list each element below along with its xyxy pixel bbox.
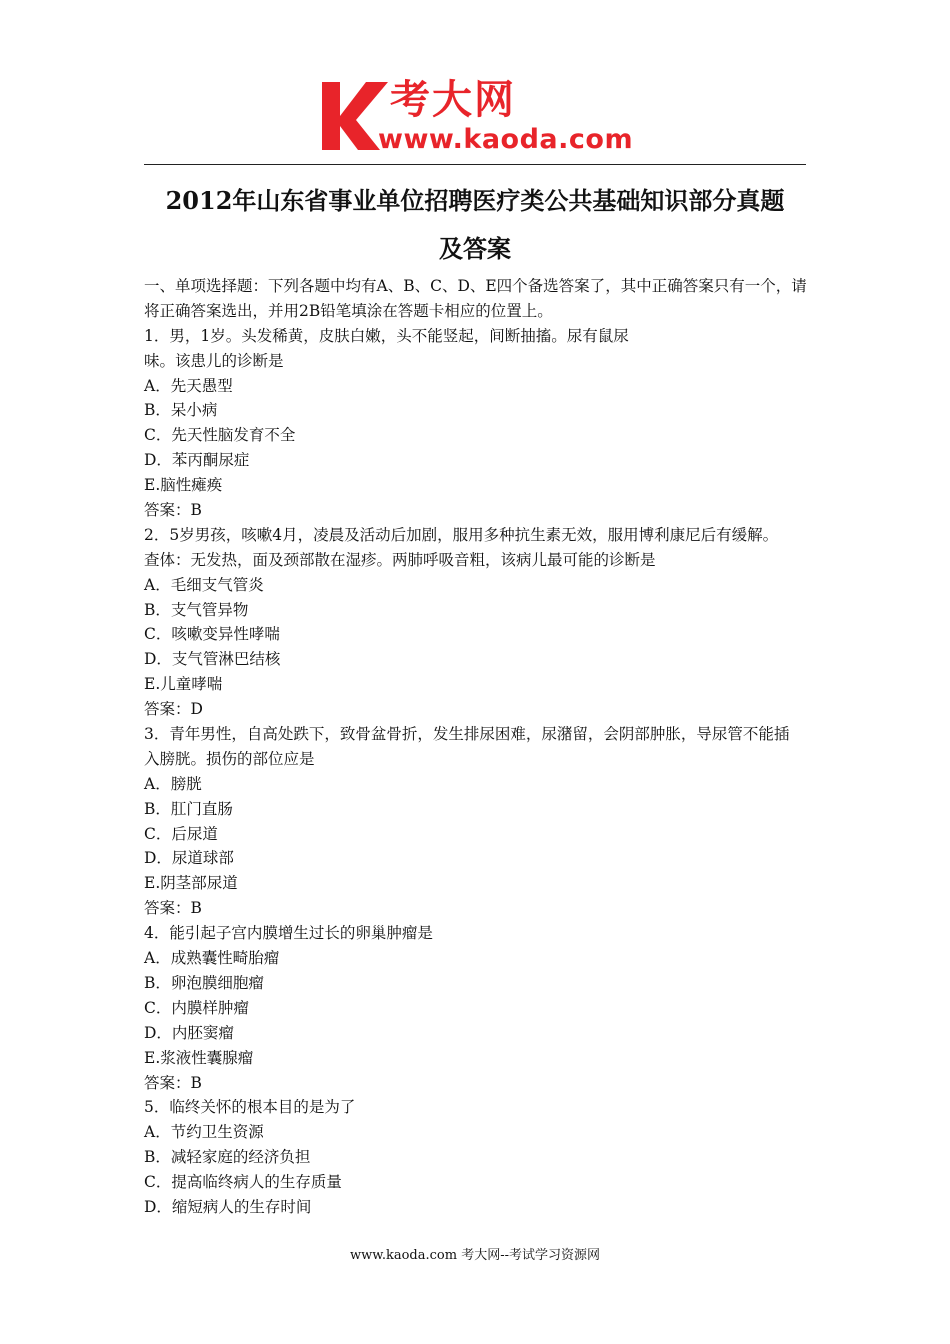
answer-option: C．内膜样肿瘤 — [144, 998, 249, 1017]
answer-option: A．成熟囊性畸胎瘤 — [144, 949, 280, 968]
page-footer[interactable]: www.kaoda.com 考大网--考试学习资源网 — [350, 1248, 600, 1263]
instructions-line1: 一、单项选择题：下列各题中均有A、B、C、D、E四个备选答案了，其中正确答案只有一个，请 — [144, 277, 807, 295]
question-stem: 1．男，1岁。头发稀黄，皮肤白嫩，头不能竖起，间断抽搐。尿有鼠尿 — [144, 326, 629, 345]
answer-option: C．先天性脑发育不全 — [144, 426, 296, 445]
answer-option: A．膀胱 — [144, 774, 202, 793]
question-stem: 2．5岁男孩，咳嗽4月，凌晨及活动后加剧，服用多种抗生素无效，服用博利康尼后有缓解。 — [144, 525, 779, 544]
answer-option: D．缩短病人的生存时间 — [144, 1197, 312, 1216]
question-stem: 5．临终关怀的根本目的是为了 — [144, 1098, 356, 1117]
document-body — [144, 274, 810, 1220]
correct-answer: 答案：B — [144, 501, 202, 520]
correct-answer: 答案：B — [144, 899, 202, 918]
document-title-line1: 2012年山东省事业单位招聘医疗类公共基础知识部分真题 — [165, 186, 785, 215]
document-title-line2: 及答案 — [439, 234, 511, 263]
header-divider — [144, 164, 806, 165]
answer-option: A．节约卫生资源 — [144, 1123, 264, 1142]
answer-option: C．咳嗽变异性哮喘 — [144, 625, 280, 644]
answer-option: B．肛门直肠 — [144, 799, 233, 818]
instructions-line2: 将正确答案选出，并用2B铅笔填涂在答题卡相应的位置上。 — [144, 301, 553, 320]
correct-answer: 答案：B — [144, 1073, 202, 1092]
question-stem: 4．能引起子宫内膜增生过长的卵巢肿瘤是 — [144, 924, 433, 943]
answer-option: D．尿道球部 — [144, 849, 234, 868]
answer-option: B．减轻家庭的经济负担 — [144, 1148, 311, 1167]
answer-option: E.脑性瘫痪 — [144, 476, 223, 495]
answer-option: B．卵泡膜细胞瘤 — [144, 973, 264, 992]
kaoda-logo — [318, 76, 638, 160]
answer-option: A．先天愚型 — [144, 376, 233, 395]
answer-option: B．支气管异物 — [144, 600, 249, 619]
answer-option: A．毛细支气管炎 — [144, 575, 264, 594]
answer-option: E.阴茎部尿道 — [144, 874, 238, 893]
question-stem: 3．青年男性，自高处跌下，致骨盆骨折，发生排尿困难，尿潴留，会阴部肿胀，导尿管不能插 — [144, 725, 790, 744]
logo-url: www.kaoda.com — [378, 124, 634, 155]
answer-option: B．呆小病 — [144, 401, 218, 420]
answer-option: E.儿童哮喘 — [144, 675, 223, 694]
question-stem: 查体：无发热，面及颈部散在湿疹。两肺呼吸音粗，该病儿最可能的诊断是 — [144, 550, 656, 569]
answer-option: D．苯丙酮尿症 — [144, 451, 250, 470]
answer-option: D．支气管淋巴结核 — [144, 650, 281, 669]
correct-answer: 答案：D — [144, 700, 203, 719]
answer-option: C．提高临终病人的生存质量 — [144, 1173, 342, 1192]
question-stem: 入膀胱。损伤的部位应是 — [144, 749, 315, 768]
logo-name: 考大网 — [390, 77, 516, 123]
answer-option: E.浆液性囊腺瘤 — [144, 1048, 254, 1067]
question-stem: 味。该患儿的诊断是 — [144, 351, 284, 370]
answer-option: C．后尿道 — [144, 824, 218, 843]
answer-option: D．内胚窦瘤 — [144, 1023, 234, 1042]
